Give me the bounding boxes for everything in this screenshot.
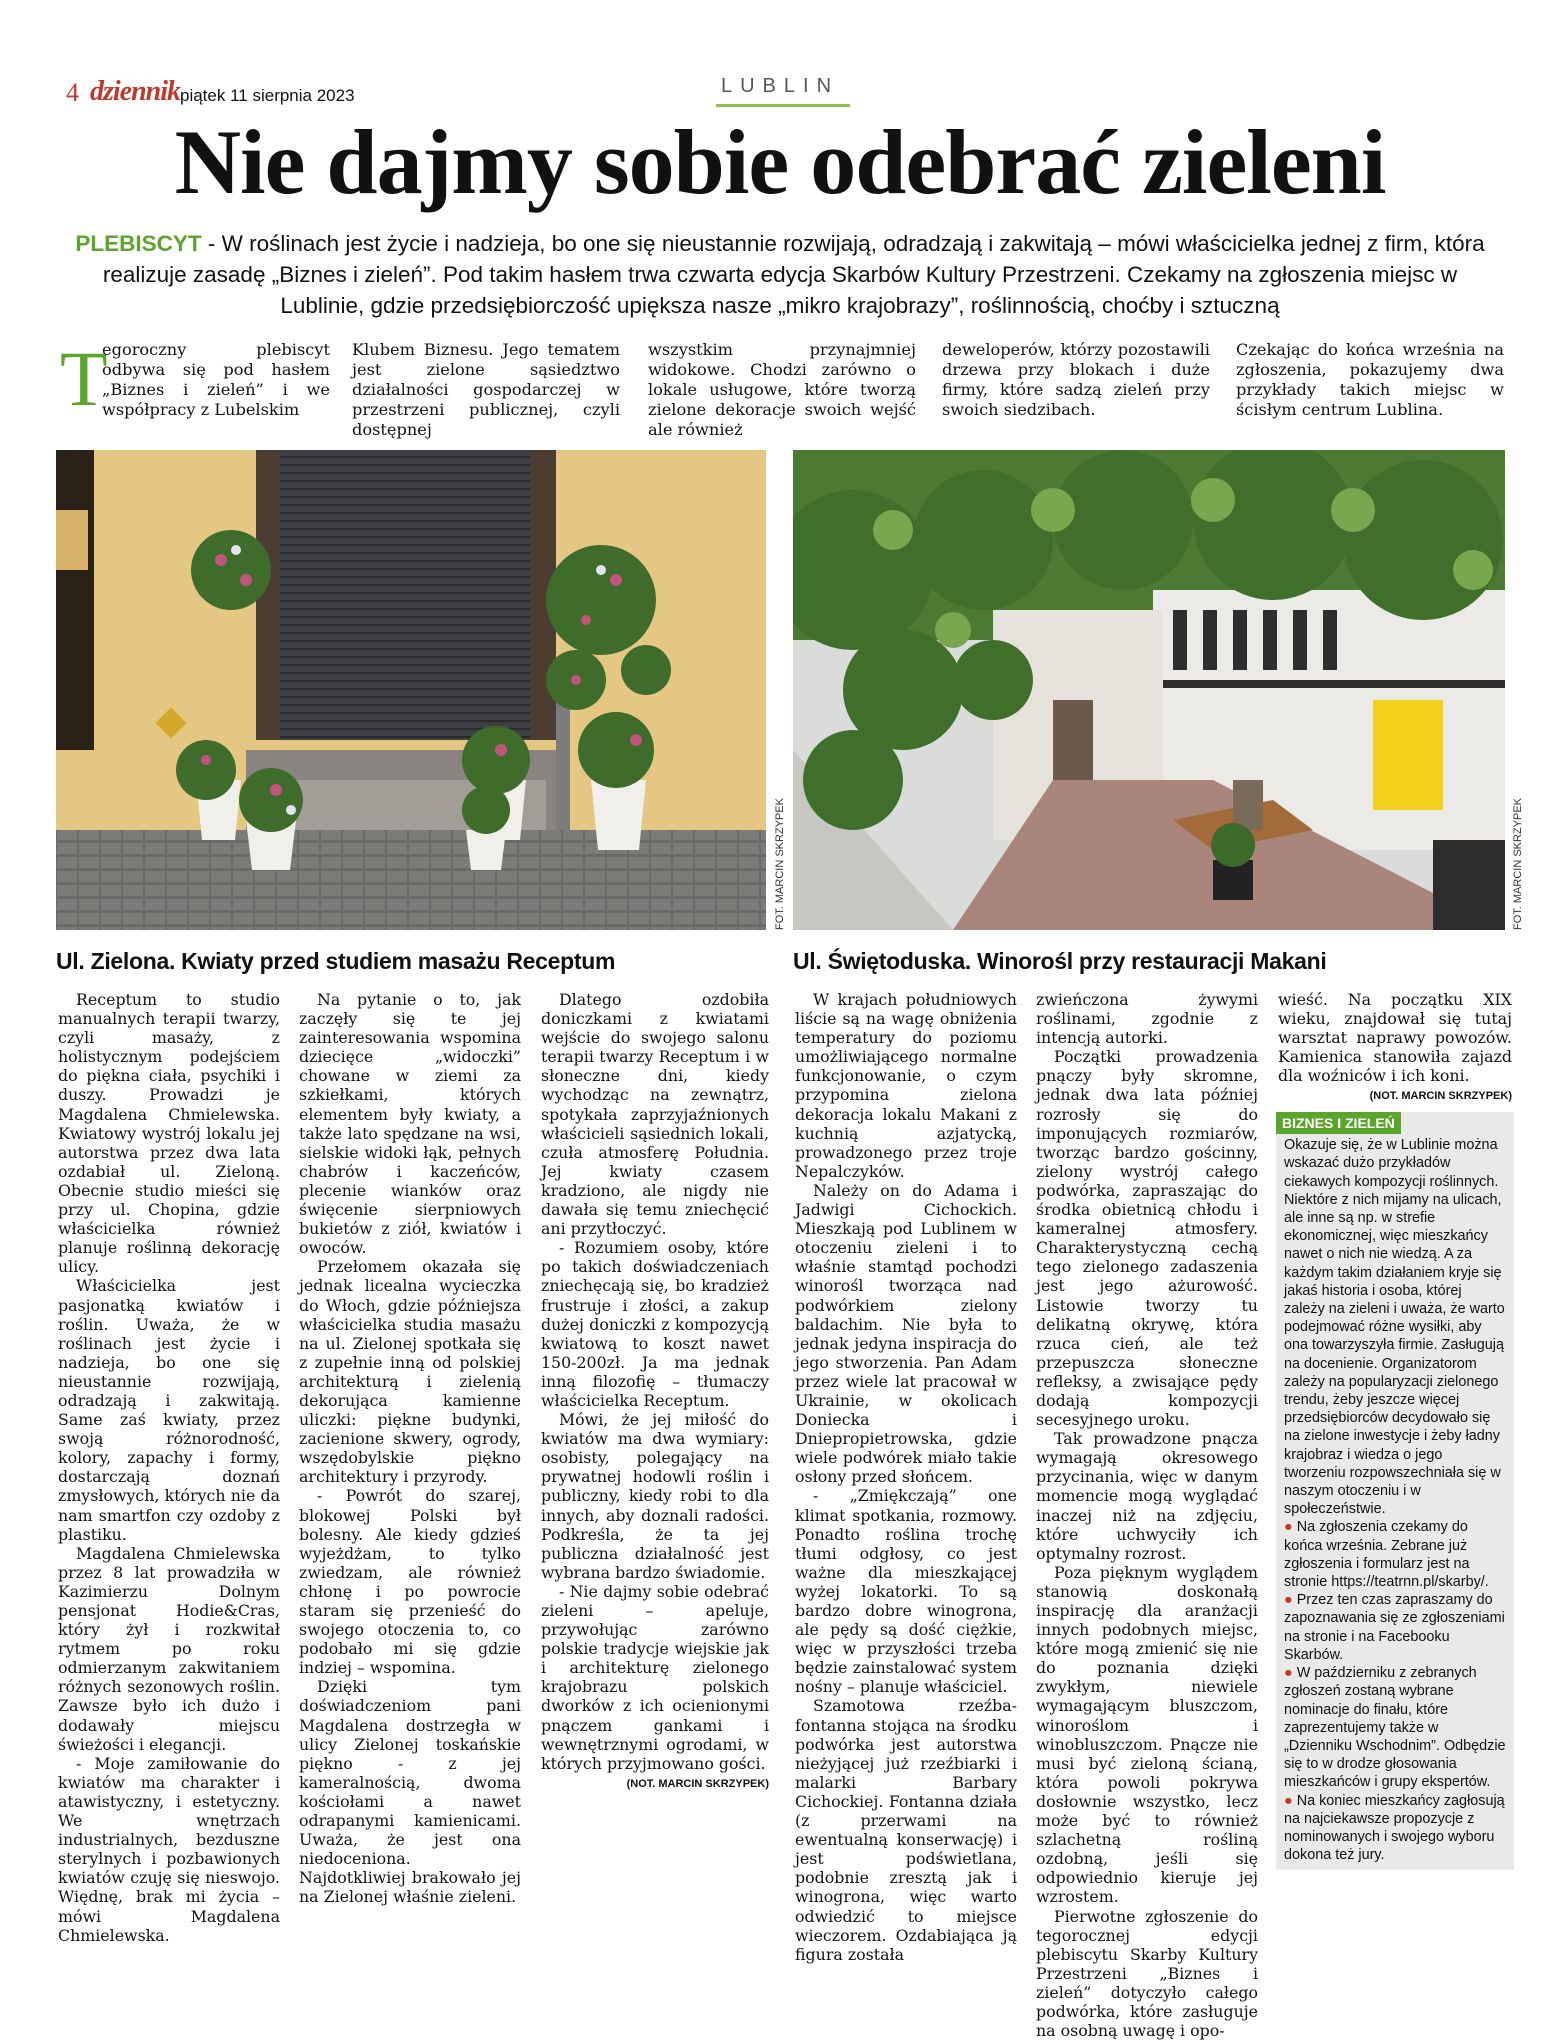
drop-cap: T	[60, 340, 108, 418]
photo-credit-right: FOT. MARCIN SKRZYPEK	[1512, 798, 1524, 930]
info-box-title: BIZNES I ZIELEŃ	[1276, 1112, 1401, 1134]
caption-right: Ul. Świętoduska. Winorośl przy restauracji Makani	[793, 948, 1326, 975]
paragraph: zwieńczona żywymi roślinami, zgodnie z intencją autorki.	[1036, 990, 1258, 1047]
paragraph: Pierwotne zgłoszenie do tegorocznej edycji plebiscytu Skarby Kultury Przestrzeni „Biznes i zieleń” dotyczyło całego podwórka, które zasługuje na osobną uwagę i opo-	[1036, 1907, 1258, 2040]
paragraph: Dlatego ozdobiła doniczkami z kwiatami wejście do swojego salonu terapii twarzy Receptum i w słoneczne dni, kiedy wychodząc na zewnątrz, spotykała zaprzyjaźnionych właścicieli sąsiednich lokali, czuła atmosferę Południa. Jej kwiaty czasem kradziono, ale nigdy nie dawała się temu zniechęcić ani przytłoczyć.	[541, 990, 769, 1238]
lead-paragraph	[60, 228, 1500, 321]
bullet-dot-icon: ●	[1284, 1519, 1293, 1535]
info-box-intro: Okazuje się, że w Lublinie można wskazać dużo przykładów ciekawych kompozycji roślinnych. Niektóre z nich mijamy na ulicach, ale inne są np. w strefie ekonomicznej, więc mieszkańcy nawet o nich nie wiedzą. A za każdym takim działaniem kryje się jakaś historia i osoba, której zależy na zieleni i uważa, że warto podejmować różne wysiłki, aby ona towarzyszyła firmie. Zasługują na docenienie. Organizatorom zależy na popularyzacji zielonego trendu, żeby jeszcze więcej przedsiębiorców decydowało się na zielone inwestycje i żeby ładny krajobraz i wiedza o jego tworzeniu rozpowszechniała się w naszym otoczeniu i w społeczeństwie.	[1284, 1136, 1506, 1518]
headline: Nie dajmy sobie odebrać zieleni	[40, 110, 1520, 216]
body-column-1	[58, 990, 280, 1945]
body-column-3	[541, 990, 769, 1794]
author-signature: (NOT. MARCIN SKRZYPEK)	[1278, 1087, 1512, 1106]
issue-date: piątek 11 sierpnia 2023	[180, 86, 355, 106]
paragraph: - Powrót do szarej, blokowej Polski był bolesny. Ale kiedy gdzieś wyjeżdżam, to tylko zwiedzam, ale również chłonę i po powrocie staram się przenieść do swojego otoczenia to, co podobało mi się gdzie indziej – wspomina.	[299, 1486, 521, 1677]
paragraph: wieść. Na początku XIX wieku, znajdował się tutaj warsztat naprawy powozów. Kamienica stanowiła zajazd dla woźniców i ich koni.	[1278, 990, 1512, 1085]
paragraph: Właścicielka jest pasjonatką kwiatów i roślin. Uważa, że w roślinach jest życie i nadzieja, bo one się nieustannie rozwijają, odradzają i zakwitają. Same zaś kwiaty, przez swoją różnorodność, kolory, zapachy i formy, dostarczają doznań zmysłowych, których nie da nam smartfon czy ozdoby z plastiku.	[58, 1276, 280, 1543]
bullet-dot-icon: ●	[1284, 1793, 1293, 1809]
body-column-4	[795, 990, 1017, 1964]
body-column-6	[1278, 990, 1512, 1107]
page-number: 4	[66, 78, 79, 108]
section-underline	[716, 104, 850, 107]
body-column-2	[299, 990, 521, 1907]
paragraph: Należy on do Adama i Jadwigi Cichockich. Mieszkają pod Lublinem w otoczeniu zieleni i to właśnie stamtąd pochodzi winorośl tworząca nad podwórkiem zielony baldachim. Nie była to jednak jedyna inspiracja do jego stworzenia. Pan Adam przez wiele lat pracował w Ukrainie, w okolicach Doniecka i Dniepropietrowska, gdzie wiele podwórek miało takie osłony przed słońcem.	[795, 1181, 1017, 1487]
paragraph: Na pytanie o to, jak zaczęły się te jej zainteresowania wspomina dziecięce „widoczki” chowane w ziemi za szkiełkami, których elementem były kwiaty, a także lato spędzane na wsi, sielskie widoki łąk, pełnych chabrów i kaczeńców, plecenie wianków oraz święcenie sierpniowych bukietów z ziół, kwiatów i owoców.	[299, 990, 521, 1257]
info-box-bullet: ● Przez ten czas zapraszamy do zapoznawania się ze zgłoszeniami na stronie i na Facebooku Skarbów.	[1284, 1591, 1506, 1664]
lead-text: - W roślinach jest życie i nadzieja, bo one się nieustannie rozwijają, odradzają i zakwitają – mówi właścicielka jednej z firm, która realizuje zasadę „Biznes i zieleń”. Pod takim hasłem trwa czwarta edycja Skarbów Kultury Przestrzeni. Czekamy na zgłoszenia miejsc w Lublinie, gdzie przedsiębiorczość upiększa nasze „mikro krajobrazy”, roślinnością, choćby i sztuczną	[103, 231, 1485, 318]
lead-keyword: PLEBISCYT	[75, 231, 201, 256]
info-box-bullet: ● Na zgłoszenia czekamy do końca września. Zebrane już zgłoszenia i formularz jest na stronie https://teatrnn.pl/skarby/.	[1284, 1518, 1506, 1591]
intro-col-1: egoroczny plebiscyt odbywa się pod hasłem „Biznes i zieleń” i we współpracy z Lubelskim	[102, 340, 330, 420]
bullet-dot-icon: ●	[1284, 1592, 1293, 1608]
paragraph: Dzięki tym doświadczeniom pani Magdalena dostrzegła w ulicy Zielonej toskańskie piękno - z jej kameralnością, dwoma kościołami a nawet odrapanymi kamienicami. Uważa, że jest ona niedoceniona. Najdotkliwiej brakowało jej na Zielonej właśnie zieleni.	[299, 1677, 521, 1906]
paragraph: Magdalena Chmielewska przez 8 lat prowadziła w Kazimierzu Dolnym pensjonat Hodie&Cras, który żył i rozkwitał rytmem po roku odmierzanym zakwitaniem różnych sezonowych roślin. Zawsze było ich dużo i dodawały miejscu świeżości i elegancji.	[58, 1544, 280, 1754]
paragraph: Poza pięknym wyglądem stanowią doskonałą inspirację dla aranżacji innych podobnych miejsc, które mogą zmienić się nie do poznania dzięki zwykłym, niewiele wymagającym bluszczom, winoroślom i winobluszczom. Pnącze nie musi być zieloną ścianą, która powoli pokrywa dosłownie wszystko, lecz może być to również szlachetną rośliną ozdobną, jeśli się odpowiednio kieruje jej wzrostem.	[1036, 1563, 1258, 1907]
intro-col-4: deweloperów, którzy pozostawili drzewa przy blokach i duże firmy, które sadzą zieleń przy swoich siedzibach.	[942, 340, 1210, 420]
intro-col-5: Czekając do końca września na zgłoszenia, pokazujemy dwa przykłady takich miejsc w ścisłym centrum Lublina.	[1236, 340, 1504, 420]
info-box-bullet: ● W październiku z zebranych zgłoszeń zostaną wybrane nominacje do finału, które zaprezentujemy także w „Dzienniku Wschodnim”. Odbędzie się to w drodze głosowania mieszkańców i grupy ekspertów.	[1284, 1664, 1506, 1791]
section-label: LUBLIN	[690, 75, 870, 98]
caption-left: Ul. Zielona. Kwiaty przed studiem masażu Receptum	[56, 948, 615, 975]
intro-col-2: Klubem Biznesu. Jego tematem jest zielone sąsiedztwo działalności gospodarczej w przestrzeni publicznej, czyli dostępnej	[352, 340, 620, 440]
paragraph: - Rozumiem osoby, które po takich doświadczeniach zniechęcają się, bo kradzież frustruje i złości, a zakup dużej doniczki z kompozycją kwiatową to koszt nawet 150-200zł. Ja ma jednak inną filozofię – tłumaczy właścicielka Receptum.	[541, 1238, 769, 1410]
intro-col-3: wszystkim przynajmniej widokowe. Chodzi zarówno o lokale usługowe, które tworzą zielone dekoracje swoich wejść ale również	[648, 340, 916, 440]
info-box	[1276, 1112, 1514, 1870]
paragraph: Przełomem okazała się jednak licealna wycieczka do Włoch, gdzie późniejsza właścicielka studia masażu na ul. Zielonej spotkała się z zupełnie inną od polskiej architekturą i zielenią dekorująca kamienne uliczki: piękne budynki, zacienione skwery, ogrody, wszędobylskie piękno architektury i przyrody.	[299, 1257, 521, 1486]
paragraph: Mówi, że jej miłość do kwiatów ma dwa wymiary: osobisty, polegający na prywatnej hodowli roślin i publiczny, kiedy robi to dla innych, aby doznali radości. Podkreśla, że ta jej publiczna działalność jest wybrana bardzo świadomie.	[541, 1410, 769, 1582]
body-column-5	[1036, 990, 1258, 2040]
paragraph: W krajach południowych liście są na wagę obniżenia temperatury do poziomu umożliwiającego normalne funkcjonowanie, o czym przypomina zielona dekoracja lokalu Makani z kuchnią azjatycką, prowadzonego przez troje Nepalczyków.	[795, 990, 1017, 1181]
photo-credit-left: FOT. MARCIN SKRZYPEK	[774, 798, 786, 930]
photo-zielona-street	[56, 450, 766, 930]
info-box-bullet: ● Na koniec mieszkańcy zagłosują na najciekawsze propozycje z nominowanych i swojego wyboru dokona też jury.	[1284, 1792, 1506, 1865]
paragraph: - „Zmiękczają” one klimat spotkania, rozmowy. Ponadto roślina trochę tłumi odgłosy, co jest ważne dla mieszkającej wyżej lokatorki. To są bardzo dobre winogrona, ale pędy są dość ciężkie, więc w przyszłości trzeba będzie zainstalować system nośny – planuje właściciel.	[795, 1486, 1017, 1696]
bullet-dot-icon: ●	[1284, 1665, 1293, 1681]
paragraph: Tak prowadzone pnącza wymagają okresowego przycinania, więc w danym momencie mogą wyglądać inaczej niż na zdjęciu, które uchwyciły ich optymalny rozrost.	[1036, 1429, 1258, 1563]
newspaper-logo: dziennik	[90, 76, 180, 108]
paragraph: - Nie dajmy sobie odebrać zieleni – apeluje, przywołując zarówno polskie tradycje wiejskie jak i architekturę zielonego krajobrazu polskich dworków z ich ocienionymi pnączem gankami i wewnętrznymi ogrodami, w których przyjmowano gości.	[541, 1582, 769, 1773]
photo-swietoduska-courtyard	[793, 450, 1505, 930]
author-signature: (NOT. MARCIN SKRZYPEK)	[541, 1775, 769, 1794]
paragraph: - Moje zamiłowanie do kwiatów ma charakter i atawistyczny, i estetyczny. We wnętrzach industrialnych, bezduszne sterylnych i pozbawionych kwiatów czuję się nieswojo. Więdnę, brak mi życia – mówi Magdalena Chmielewska.	[58, 1754, 280, 1945]
paragraph: Początki prowadzenia pnączy były skromne, jednak dwa lata później rozrosły się do imponujących rozmiarów, tworząc bardzo gościnny, zielony wystrój całego podwórka, zapraszając do środka obietnicą chłodu i kameralnej atmosfery. Charakterystyczną cechą tego zielonego zadaszenia jest jego ażurowość. Listowie tworzy tu delikatną okrywę, która rzuca cień, ale też przepuszcza słoneczne refleksy, a zwisające pędy dodają kompozycji secesyjnego uroku.	[1036, 1047, 1258, 1429]
paragraph: Receptum to studio manualnych terapii twarzy, czyli masaży, z holistycznym podejściem do piękna ciała, psychiki i duszy. Prowadzi je Magdalena Chmielewska. Kwiatowy wystrój lokalu jej autorstwa przez dwa lata ozdabiał ul. Zieloną. Obecnie studio mieści się przy ul. Chopina, gdzie właścicielka również planuje roślinną dekorację ulicy.	[58, 990, 280, 1276]
paragraph: Szamotowa rzeźba-fontanna stojąca na środku podwórka jest autorstwa nieżyjącej już rzeźbiarki i malarki Barbary Cichockiej. Fontanna działa (z przerwami na ewentualną konserwację) i jest podświetlana, podobnie zresztą jak i winogrona, więc warto odwiedzić to miejsce wieczorem. Ozdabiająca ją figura została	[795, 1696, 1017, 1963]
